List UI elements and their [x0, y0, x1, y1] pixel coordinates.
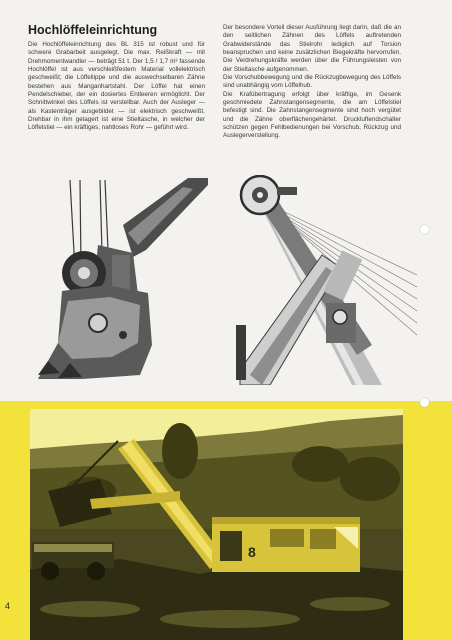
page-number: 4	[5, 601, 11, 611]
body-paragraph: Die Krafübertragung erfolgt über kräftige, im Gesenk geschmiedete Zahnstangensegmente, die am Löffelstiel befestigt sind. Die Zahnstangensegmente sind hoch vergütet und die Zähne oberflächengehärtet. Druckluftendschalter schützen gegen Fehlbedienungen bei Vorschub, Rückzug und Auslegerverstellung.	[223, 90, 401, 140]
svg-text:8: 8	[248, 544, 256, 560]
text-column-left	[28, 41, 205, 133]
body-paragraph: Der besondere Vorteil dieser Ausführung liegt darin, daß die an den seitlichen Zähnen des Löffels auftretenden Grabwiderstände das Stielrohr lediglich auf Torsion beanspruchen und keine zusätzlichen Biegekräfte hervorrufen. Die Verdrehungskräfte werden über die Führungsleisten von der Stieltasche aufgenommen.	[223, 24, 401, 73]
boom-crowd-photo	[222, 175, 417, 385]
hole-punch-mark	[420, 225, 429, 234]
hole-punch-mark	[420, 398, 429, 407]
body-paragraph: Die Hochlöffeleinrichtung des BL 315 ist robust und für schwere Grabarbeit ausgelegt. Die max. Reißkraft — mit Drehmomentwandler — beträgt 51 t. Der 1,5 / 1,7 m³ fassende Hochlöffel ist aus verschleißfestem Material vollelektrisch geschweißt; die Löffellippe und die auswechselbaren Zähne bestehen aus Manganhartstahl. Der Löffel hat einen Pendelschieber, der ein dosiertes Entleeren ermöglicht. Der Schnittwinkel des Löffels ist verstellbar. Auch der Ausleger — als Kastenträger ausgebildet — ist elektrisch geschweißt. Drehbar in ihm gelagert ist eine Stieltasche, in welcher der Löffelstiel — ein kräftiges, nahtloses Rohr — geführt wird.	[28, 41, 205, 132]
body-paragraph: Die Vorschubbewegung und die Rückzugbewegung des Löffels sind unabhängig vom Löffelhub.	[223, 74, 401, 90]
shovel-bucket-photo	[28, 175, 208, 385]
page-title: Hochlöffeleinrichtung	[28, 23, 158, 37]
text-column-right	[223, 24, 401, 141]
excavator-worksite-photo	[30, 409, 403, 640]
